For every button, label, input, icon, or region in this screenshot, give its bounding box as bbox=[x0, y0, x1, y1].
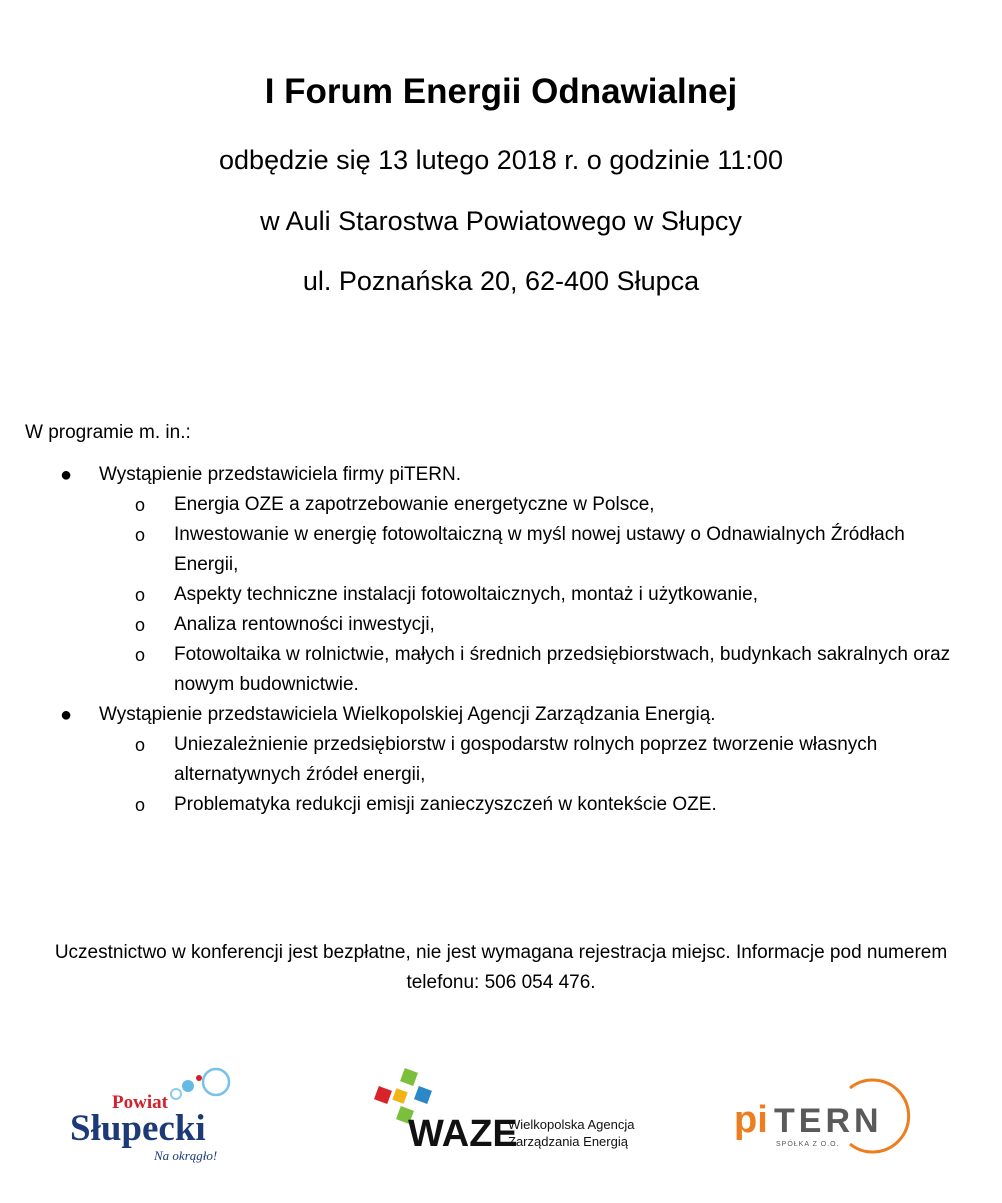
logo-waze-text: WAZE bbox=[408, 1113, 518, 1155]
topic-label: Problematyka redukcji emisji zanieczyszczeń w kontekście OZE. bbox=[174, 794, 717, 815]
logo-slupecki-text: Słupecki bbox=[70, 1108, 206, 1149]
logo-square bbox=[414, 1086, 432, 1104]
logo-powiat-text: Powiat bbox=[112, 1092, 168, 1113]
event-date: odbędzie się 13 lutego 2018 r. o godzinie 11:00 bbox=[219, 145, 783, 175]
waze-logo bbox=[372, 1066, 652, 1156]
speaker-label: Wystąpienie przedstawiciela firmy piTERN. bbox=[99, 464, 461, 485]
topic-label: Fotowoltaika w rolnictwie, małych i średnich przedsiębiorstwach, budynkach sakralnych oraz nowym budownictwie. bbox=[174, 644, 951, 695]
program-intro: W programie m. in.: bbox=[25, 422, 191, 443]
list-item bbox=[0, 790, 1002, 820]
logo-tagline-text: SPÓŁKA Z O.O. bbox=[776, 1141, 840, 1148]
list-item bbox=[0, 700, 1002, 730]
event-venue: w Auli Starostwa Powiatowego w Słupcy bbox=[260, 206, 742, 236]
pitern-logo bbox=[730, 1076, 920, 1156]
logo-waze-line2: Zarządzania Energią bbox=[508, 1134, 628, 1149]
topic-label: Aspekty techniczne instalacji fotowoltaicznych, montaż i użytkowanie, bbox=[174, 584, 758, 605]
powiat-slupecki-logo bbox=[68, 1066, 248, 1166]
circle-bullet-icon: o bbox=[135, 525, 146, 545]
program-list bbox=[0, 460, 1002, 820]
list-item bbox=[0, 610, 1002, 640]
topic-label: Energia OZE a zapotrzebowanie energetyczne w Polsce, bbox=[174, 494, 655, 515]
bullet-icon: ● bbox=[60, 464, 73, 486]
logo-square bbox=[374, 1086, 392, 1104]
topic-label: Analiza rentowności inwestycji, bbox=[174, 614, 435, 635]
logo-pi-text: pi bbox=[734, 1099, 768, 1141]
logo-tagline-text: Na okrągło! bbox=[154, 1148, 218, 1163]
circle-bullet-icon: o bbox=[135, 645, 146, 665]
list-item bbox=[0, 460, 1002, 490]
event-title: I Forum Energii Odnawialnej bbox=[264, 72, 738, 111]
circle-bullet-icon: o bbox=[135, 495, 146, 515]
footer-note: Uczestnictwo w konferencji jest bezpłatne, nie jest wymagana rejestracja miejsc. Informacje pod numerem telefonu: 506 054 476. bbox=[54, 942, 948, 993]
circle-bullet-icon: o bbox=[135, 795, 146, 815]
logo-waze-line1: Wielkopolska Agencja bbox=[508, 1117, 635, 1132]
list-item bbox=[0, 520, 1002, 580]
circle-bullet-icon: o bbox=[135, 585, 146, 605]
logo-square bbox=[392, 1088, 407, 1103]
list-item bbox=[0, 490, 1002, 520]
logo-tern-text: TERN bbox=[774, 1102, 883, 1140]
topic-label: Inwestowanie w energię fotowoltaiczną w myśl nowej ustawy o Odnawialnych Źródłach Energii, bbox=[174, 524, 905, 575]
logo-circle bbox=[203, 1069, 229, 1095]
logo-circle bbox=[196, 1075, 202, 1081]
topic-label: Uniezależnienie przedsiębiorstw i gospodarstw rolnych poprzez tworzenie własnych alternatywnych źródeł energii, bbox=[174, 734, 878, 785]
speaker-label: Wystąpienie przedstawiciela Wielkopolskiej Agencji Zarządzania Energią. bbox=[99, 704, 716, 725]
circle-bullet-icon: o bbox=[135, 615, 146, 635]
list-item bbox=[0, 730, 1002, 790]
event-address: ul. Poznańska 20, 62-400 Słupca bbox=[302, 266, 700, 296]
logo-circle bbox=[182, 1080, 194, 1092]
bullet-icon: ● bbox=[60, 704, 73, 726]
list-item bbox=[0, 580, 1002, 610]
list-item bbox=[0, 640, 1002, 700]
logo-circle bbox=[171, 1089, 181, 1099]
logo-square bbox=[400, 1068, 418, 1086]
circle-bullet-icon: o bbox=[135, 735, 146, 755]
